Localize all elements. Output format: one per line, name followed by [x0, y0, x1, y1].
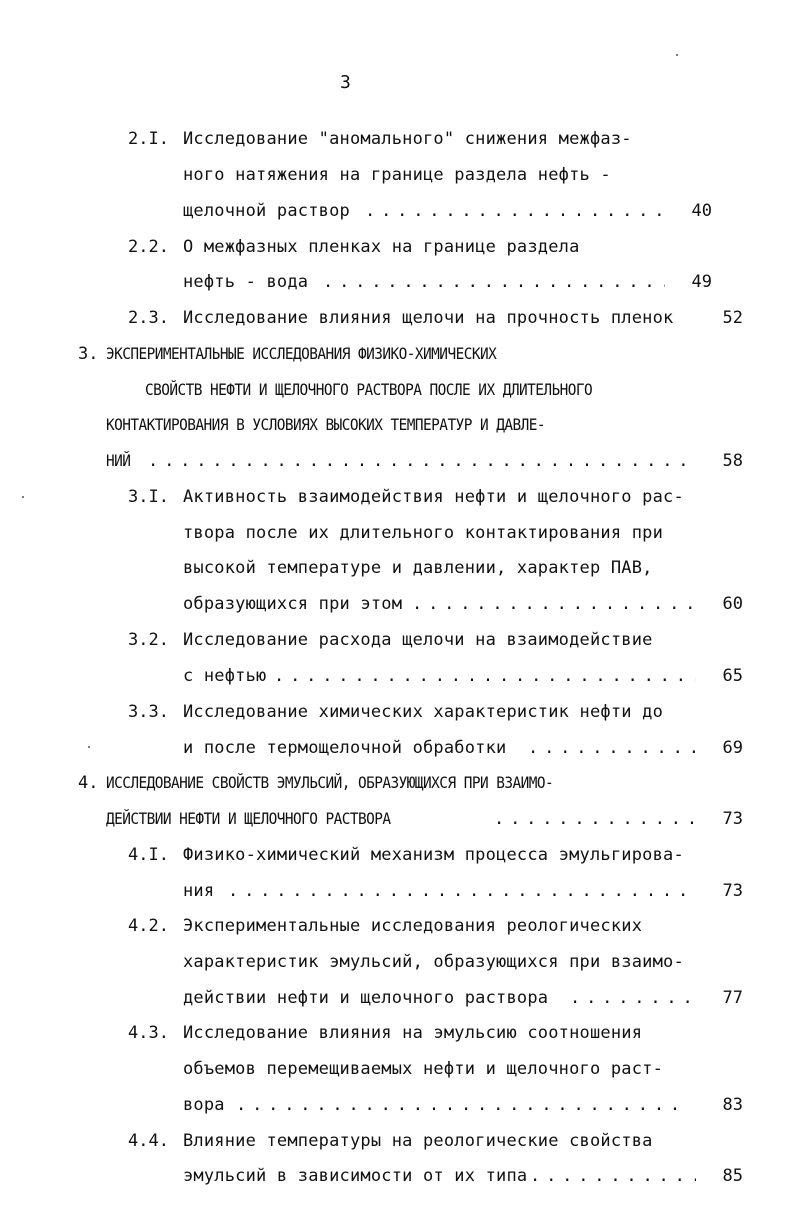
dot-leader	[274, 664, 696, 688]
entry-page: 65	[722, 666, 743, 686]
entry-line: нефть - вода	[183, 272, 309, 292]
entry-number: 4.3.	[128, 1023, 169, 1043]
entry-number: 2.3.	[128, 308, 169, 328]
entry-line: объемов перемещиваемых нефти и щелочного раст-	[183, 1059, 664, 1079]
entry-page: 83	[722, 1095, 743, 1115]
entry-line: НИЙ	[106, 451, 131, 470]
entry-line: Физико-химический механизм процесса эмульгирова-	[183, 845, 684, 865]
entry-line: Исследование расхода щелочи на взаимодействие	[183, 630, 653, 650]
dot-leader	[494, 807, 696, 831]
page-number: 3	[340, 72, 351, 93]
entry-line: с нефтью	[183, 666, 267, 686]
dot-leader	[412, 592, 696, 616]
entry-page: 73	[722, 809, 743, 829]
entry-line: Активность взаимодействия нефти и щелочного рас-	[183, 487, 684, 507]
entry-number: 3.2.	[128, 630, 169, 650]
entry-line: образующихся при этом	[183, 594, 403, 614]
entry-line: вора	[183, 1095, 225, 1115]
entry-page: 40	[691, 201, 712, 221]
entry-line: СВОЙСТВ НЕФТИ И ЩЕЛОЧНОГО РАСТВОРА ПОСЛЕ ИХ ДЛИТЕЛЬНОГО	[145, 380, 593, 399]
dot-leader	[148, 449, 698, 473]
entry-line: Исследование влияния на эмульсию соотношения	[183, 1023, 643, 1043]
entry-line: Влияние температуры на реологические свойства	[183, 1131, 653, 1151]
entry-page: 58	[722, 451, 743, 471]
entry-number: 2.I.	[128, 129, 169, 149]
entry-line: ДЕЙСТВИИ НЕФТИ И ЩЕЛОЧНОГО РАСТВОРА	[106, 809, 391, 828]
dot-leader	[570, 986, 696, 1010]
scan-speck	[88, 746, 90, 748]
entry-number: 2.2.	[128, 237, 169, 257]
entry-line: характеристик эмульсий, образующихся при взаимо-	[183, 952, 684, 972]
dot-leader	[528, 736, 696, 760]
entry-page: 85	[722, 1166, 743, 1186]
entry-number: 3.	[78, 344, 99, 364]
entry-line: Экспериментальные исследования реологических	[183, 916, 643, 936]
entry-number: 4.I.	[128, 845, 169, 865]
entry-page: 77	[722, 988, 743, 1008]
scan-speck	[22, 496, 24, 498]
entry-page: 69	[722, 738, 743, 758]
entry-line: Исследование "аномального" снижения межфаз-	[183, 129, 632, 149]
entry-page: 60	[722, 594, 743, 614]
entry-line: ния	[183, 881, 215, 901]
entry-line: Исследование химических характеристик нефти до	[183, 702, 664, 722]
entry-line: ИССЛЕДОВАНИЕ СВОЙСТВ ЭМУЛЬСИЙ, ОБРАЗУЮЩИХСЯ ПРИ ВЗАИМО-	[106, 773, 554, 792]
entry-line: ЭКСПЕРИМЕНТАЛЬНЫЕ ИССЛЕДОВАНИЯ ФИЗИКО-ХИМИЧЕСКИХ	[106, 344, 497, 363]
dot-leader	[365, 199, 665, 223]
entry-line: О межфазных пленках на границе раздела	[183, 237, 580, 257]
entry-line: щелочной раствор	[183, 201, 350, 221]
entry-page: 52	[722, 308, 743, 328]
entry-number: 4.2.	[128, 916, 169, 936]
entry-line: Исследование влияния щелочи на прочность пленок	[183, 308, 674, 328]
dot-leader	[323, 270, 665, 294]
entry-page: 49	[691, 272, 712, 292]
entry-line: действии нефти и щелочного раствора	[183, 988, 549, 1008]
entry-line: твора после их длительного контактирования при	[183, 523, 664, 543]
entry-line: эмульсий в зависимости от их типа	[183, 1166, 528, 1186]
dot-leader	[236, 1093, 688, 1117]
dot-leader	[228, 879, 696, 903]
entry-number: 3.3.	[128, 702, 169, 722]
scan-speck	[676, 54, 678, 56]
entry-number: 4.4.	[128, 1131, 169, 1151]
entry-page: 73	[722, 881, 743, 901]
entry-number: 4.	[78, 773, 99, 793]
entry-line: КОНТАКТИРОВАНИЯ В УСЛОВИЯХ ВЫСОКИХ ТЕМПЕРАТУР И ДАВЛЕ-	[106, 415, 546, 434]
entry-line: ного натяжения на границе раздела нефть -	[183, 165, 611, 185]
entry-line: высокой температуре и давлении, характер ПАВ,	[183, 558, 653, 578]
dot-leader	[530, 1164, 696, 1188]
entry-number: 3.I.	[128, 487, 169, 507]
entry-line: и после термощелочной обработки	[183, 738, 507, 758]
